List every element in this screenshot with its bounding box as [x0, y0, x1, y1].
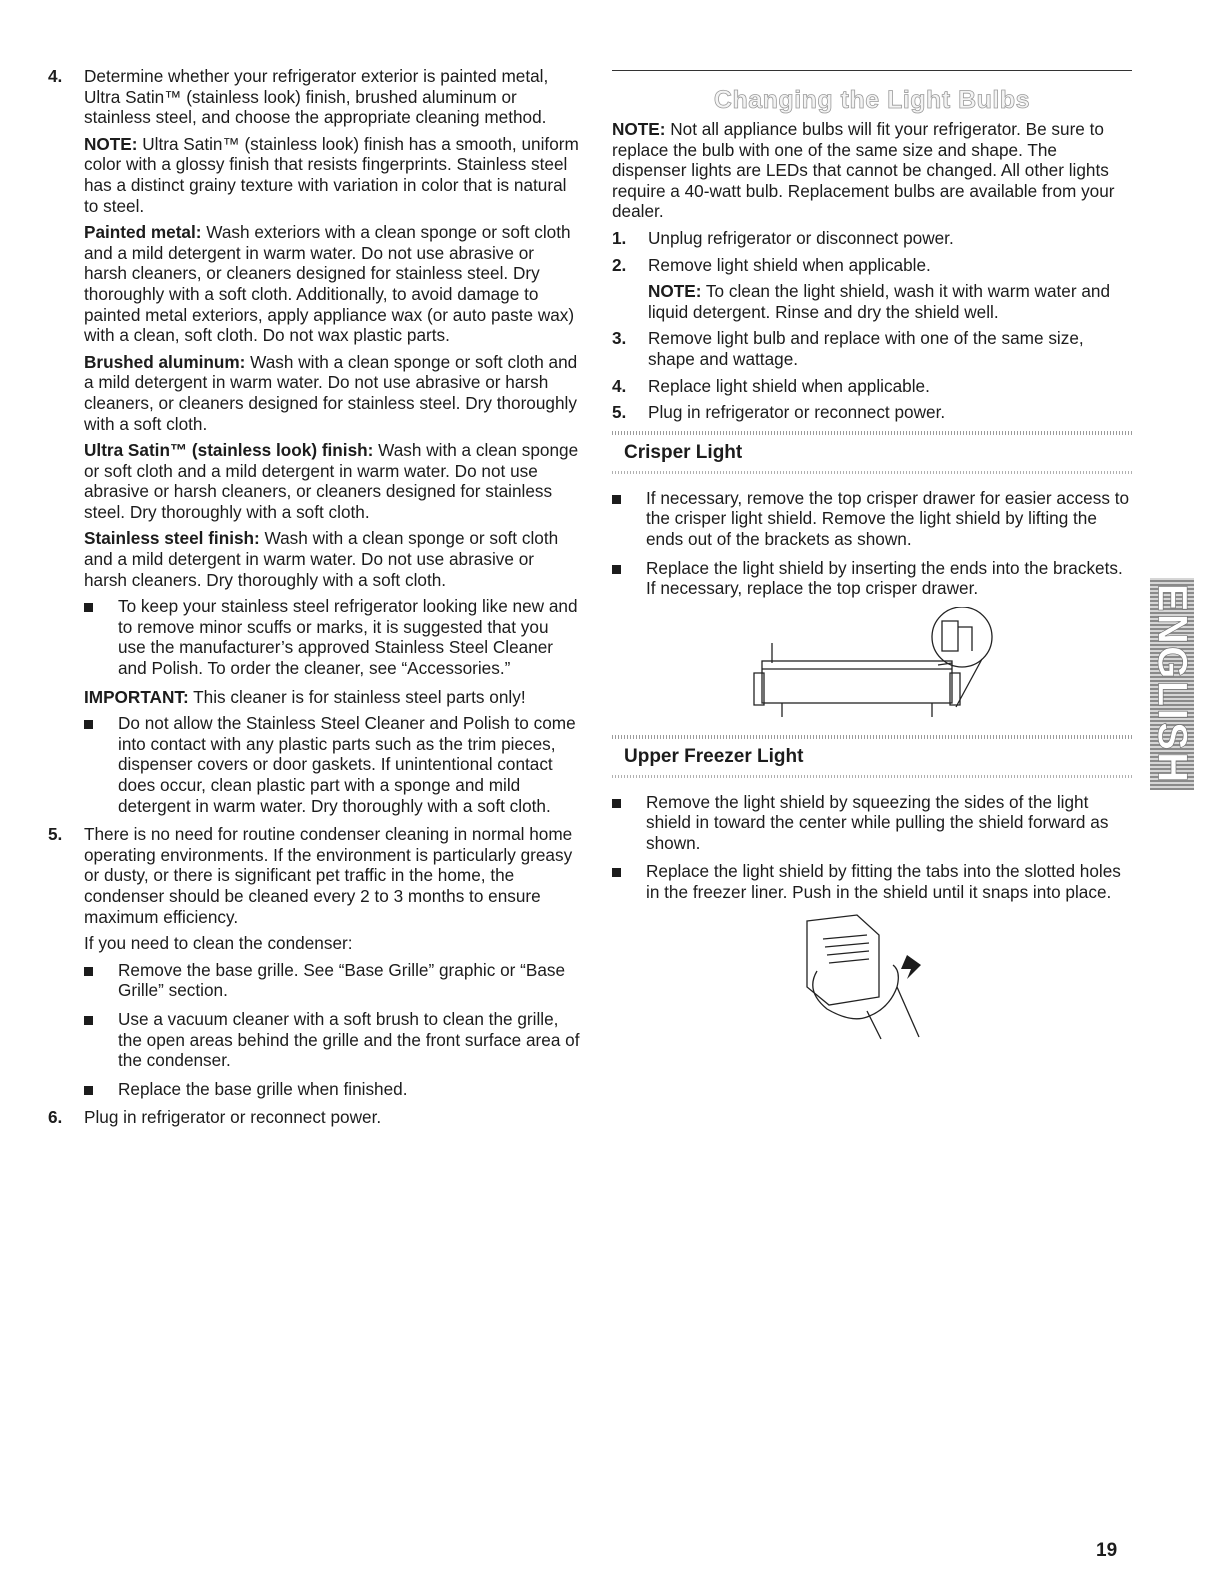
bullet-square-icon	[612, 565, 621, 574]
left-column	[48, 66, 580, 1134]
bullet-square-icon	[612, 799, 621, 808]
crisper-light-heading: Crisper Light	[624, 441, 743, 463]
list-item: Use a vacuum cleaner with a soft brush to clean the grille, the open areas behind the grille and the front surface area of the condenser.	[84, 1009, 580, 1071]
upper-freezer-light-heading: Upper Freezer Light	[624, 745, 804, 767]
note-paragraph: NOTE: Ultra Satin™ (stainless look) finish has a smooth, uniform color with a glossy finish that resists fingerprints. Stainless steel has a distinct grainy texture with variation in color that is natural to steel.	[84, 133, 579, 216]
bullet-square-icon	[84, 603, 93, 612]
bullet-square-icon	[612, 868, 621, 877]
note-paragraph: NOTE: Not all appliance bulbs will fit your refrigerator. Be sure to replace the bulb with one of the same size and shape. The dispenser lights are LEDs that cannot be changed. All other lights require a 40-watt bulb. Replacement bulbs are available from your dealer.	[612, 119, 1115, 222]
important-paragraph: IMPORTANT: This cleaner is for stainless steel parts only!	[84, 686, 526, 707]
list-item: To keep your stainless steel refrigerator looking like new and to remove minor scuffs or marks, it is suggested that you use the manufacturer’s approved Stainless Steel Cleaner and Polish. To order the cleaner, see “Accessories.”	[84, 596, 580, 678]
bullet-square-icon	[84, 967, 93, 976]
freezer-light-shield-illustration	[787, 911, 957, 1041]
step-text: There is no need for routine condenser cleaning in normal home operating environments. If the environment is particularly greasy or dusty, or there is significant pet traffic in the home, the condenser should be cleaned every 2 to 3 months to ensure maximum efficiency.	[84, 824, 573, 927]
section-divider	[612, 70, 1132, 71]
step-3: 3. Remove light bulb and replace with one of the same size, shape and wattage.	[612, 328, 1084, 369]
list-item: Replace the light shield by fitting the tabs into the slotted holes in the freezer liner. Push in the shield until it snaps into place.	[612, 861, 1132, 902]
step-4	[48, 66, 580, 128]
step-1: 1. Unplug refrigerator or disconnect power.	[612, 227, 954, 248]
ultra-satin-paragraph: Ultra Satin™ (stainless look) finish: Wash with a clean sponge or soft cloth and a mild detergent in warm water. Do not use abrasive or harsh cleaners, or cleaners designed for stainless steel. Dry thoroughly with a soft cloth.	[84, 440, 579, 522]
right-column	[612, 70, 1132, 1049]
list-item: Replace the base grille when finished.	[84, 1079, 580, 1100]
arrow-right-icon	[901, 955, 921, 979]
crisper-light-shield-illustration	[742, 607, 1002, 727]
step-4-details	[48, 134, 580, 590]
language-side-tab	[1150, 578, 1194, 790]
step-text: Determine whether your refrigerator exterior is painted metal, Ultra Satin™ (stainless look) finish, brushed aluminum or stainless steel, and choose the appropriate cleaning method.	[84, 66, 549, 128]
bullet-square-icon	[84, 1016, 93, 1025]
step-2: 2. Remove light shield when applicable.	[612, 254, 931, 275]
list-item: Remove the base grille. See “Base Grille” graphic or “Base Grille” section.	[84, 960, 580, 1001]
step-number: 6.	[48, 1107, 63, 1128]
stainless-steel-paragraph: Stainless steel finish: Wash with a clean sponge or soft cloth and a mild detergent in warm water. Do not use abrasive or harsh cleaners. Dry thoroughly with a soft cloth.	[84, 528, 559, 590]
brushed-aluminum-paragraph: Brushed aluminum: Wash with a clean sponge or soft cloth and a mild detergent in warm water. Do not use abrasive or harsh cleaners, or cleaners designed for stainless steel. Dry thoroughly with a soft cloth.	[84, 351, 578, 434]
step-number: 5.	[48, 824, 63, 845]
list-item: Replace the light shield by inserting the ends into the brackets. If necessary, replace the top crisper drawer.	[612, 558, 1132, 599]
condenser-intro: If you need to clean the condenser:	[84, 933, 353, 954]
list-item: Do not allow the Stainless Steel Cleaner and Polish to come into contact with any plastic parts such as the trim pieces, dispenser covers or door gaskets. If unintentional contact does occur, clean plastic part with a sponge and mild detergent in warm water. Dry thoroughly with a soft cloth.	[84, 713, 580, 816]
painted-metal-paragraph: Painted metal: Wash exteriors with a clean sponge or soft cloth and a mild detergent in warm water. Do not use abrasive or harsh cleaners, or cleaners designed for stainless steel. Dry thoroughly with a soft cloth. Additionally, to avoid damage to painted metal exteriors, apply appliance wax (or auto paste wax) with a clean, soft cloth. Do not wax plastic parts.	[84, 222, 575, 346]
list-item: Remove the light shield by squeezing the sides of the light shield in toward the center while pulling the shield forward as shown.	[612, 792, 1132, 854]
section-title: Changing the Light Bulbs	[713, 86, 1031, 114]
page-number: 19	[1096, 1540, 1118, 1561]
step-2-note: NOTE: To clean the light shield, wash it with warm water and liquid detergent. Rinse and dry the shield well.	[648, 281, 1111, 322]
step-5: 5. Plug in refrigerator or reconnect power.	[612, 402, 946, 423]
step-4: 4. Replace light shield when applicable.	[612, 375, 930, 396]
step-text: Plug in refrigerator or reconnect power.	[84, 1107, 382, 1128]
step-number: 4.	[48, 66, 63, 86]
list-item: If necessary, remove the top crisper drawer for easier access to the crisper light shield. Remove the light shield by lifting the ends out of the brackets as shown.	[612, 488, 1132, 550]
step-6	[48, 1107, 580, 1128]
language-label: ENGLISH	[1149, 583, 1196, 785]
bullet-square-icon	[84, 1086, 93, 1095]
step-5	[48, 824, 580, 927]
bullet-square-icon	[612, 495, 621, 504]
bullet-square-icon	[84, 720, 93, 729]
